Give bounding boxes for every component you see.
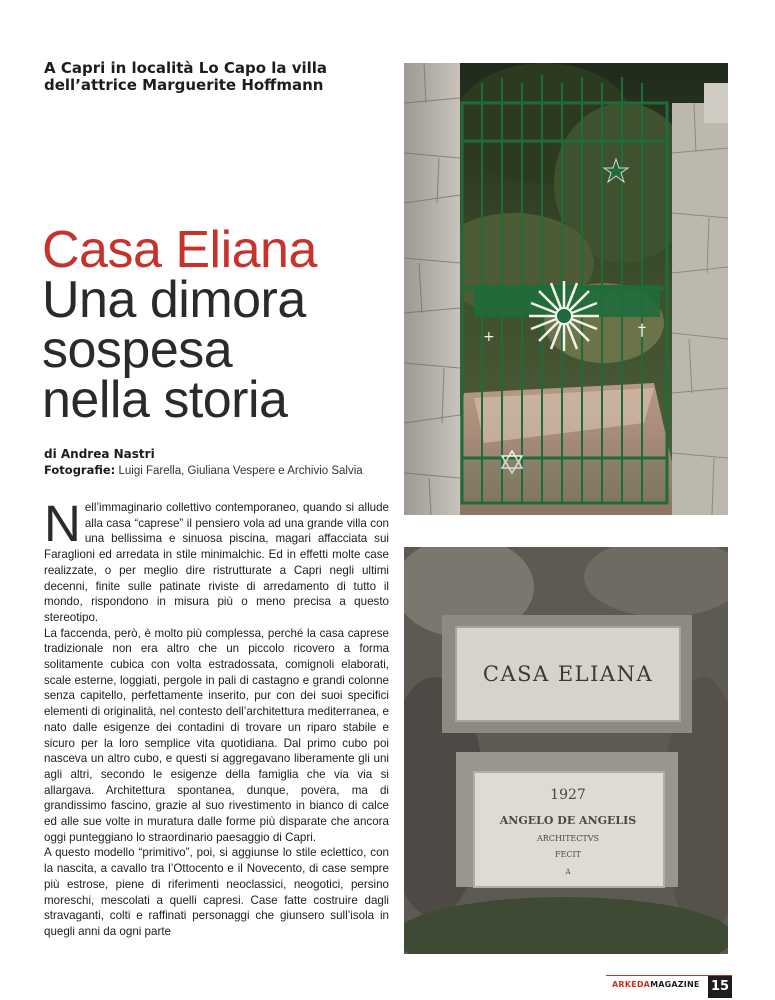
credits-label: Fotografie:: [44, 463, 116, 477]
svg-text:+: +: [483, 329, 495, 345]
title-line-4: nella storia: [42, 371, 288, 429]
title-line-3: sospesa: [42, 321, 233, 379]
page-number: 15: [708, 976, 732, 998]
paragraph-1-text: ell’immaginario collettivo contemporaneo, quando si allude alla casa “caprese” il pensiero vola ad una grande villa con una bellissima e sinuosa piscina, magari affacciata sui Faraglioni ed arredata in stile minimalchic. Ed in effetti molte case realizzate, o per meglio dire ristrutturate a Capri negli ultimi decenni, finite sulle patinate riviste di arredamento di tutto il mondo, rispondono in misura più o meno precisa a questo stereotipo.: [44, 501, 389, 624]
plaque-architectvs: ARCHITECTVS: [537, 834, 599, 843]
article-title: [42, 221, 402, 429]
kicker-line-2: dell’attrice Marguerite Hoffmann: [44, 76, 324, 94]
plaque-name: CASA ELIANA: [482, 662, 654, 686]
kicker: [44, 60, 384, 94]
magazine-brand: [612, 980, 700, 989]
svg-text:†: †: [638, 320, 646, 339]
plaque-a: A: [565, 868, 571, 876]
brand-dark: MAGAZINE: [650, 980, 700, 989]
byline: di Andrea Nastri: [44, 447, 155, 461]
title-line-2: Una dimora: [42, 271, 306, 329]
title-line-1: Casa Eliana: [42, 221, 317, 279]
kicker-line-1: A Capri in località Lo Capo la villa: [44, 59, 328, 77]
plaque-photo: [404, 547, 728, 954]
plaque-year: 1927: [550, 787, 586, 803]
brand-red: ARKEDA: [612, 980, 651, 989]
drop-cap: N: [44, 495, 81, 552]
page-footer: [606, 975, 732, 998]
article-body: [44, 495, 389, 940]
paragraph-1: [44, 495, 389, 626]
paragraph-3: A questo modello “primitivo”, poi, si aggiunse lo stile eclettico, con la nascita, a cavallo tra l’Ottocento e il Novecento, di case sempre più estrose, piene di riferimenti neoclassici, neogotici, persino moreschi, mescolati a quelli capresi. Case fatte costruire dagli stravaganti, colti e raffinati personaggi che giunsero sull’isola in quegli anni da ogni parte: [44, 846, 389, 938]
plaque-architect: ANGELO DE ANGELIS: [499, 814, 637, 827]
credits-names: Luigi Farella, Giuliana Vespere e Archivio Salvia: [118, 465, 363, 477]
plaque-fecit: FECIT: [554, 850, 582, 859]
paragraph-2: La faccenda, però, è molto più complessa, perché la casa caprese tradizionale non era altro che un piccolo ricovero a forma solitamente cubica con volta estradossata, comignoli elaborati, scale esterne, loggiati, pergole in pali di castagno e grandi colonne senza capitello, perfettamente inserito, pur con dei suoi specifici elementi di originalità, nel contesto dell’architettura mediterranea, e nato dalle esigenze dei contadini di trovare un riparo stabile e sicuro per la loro semplice vita quotidiana. Dal primo cubo poi nasceva un altro cubo, e questi si aggregavano liberamente gli uni agli altri, secondo le esigenze della famiglia che via via si allargava. Architettura spontanea, dunque, povera, ma di grandissimo fascino, grazie al suo rivestimento in bianco di calce ed alle sue volte in muratura dalle forme più disparate che ancora oggi punteggiano lo straordinario paesaggio di Capri.: [44, 626, 389, 844]
photo-credits: [44, 463, 404, 477]
gate-photo: [404, 63, 728, 515]
